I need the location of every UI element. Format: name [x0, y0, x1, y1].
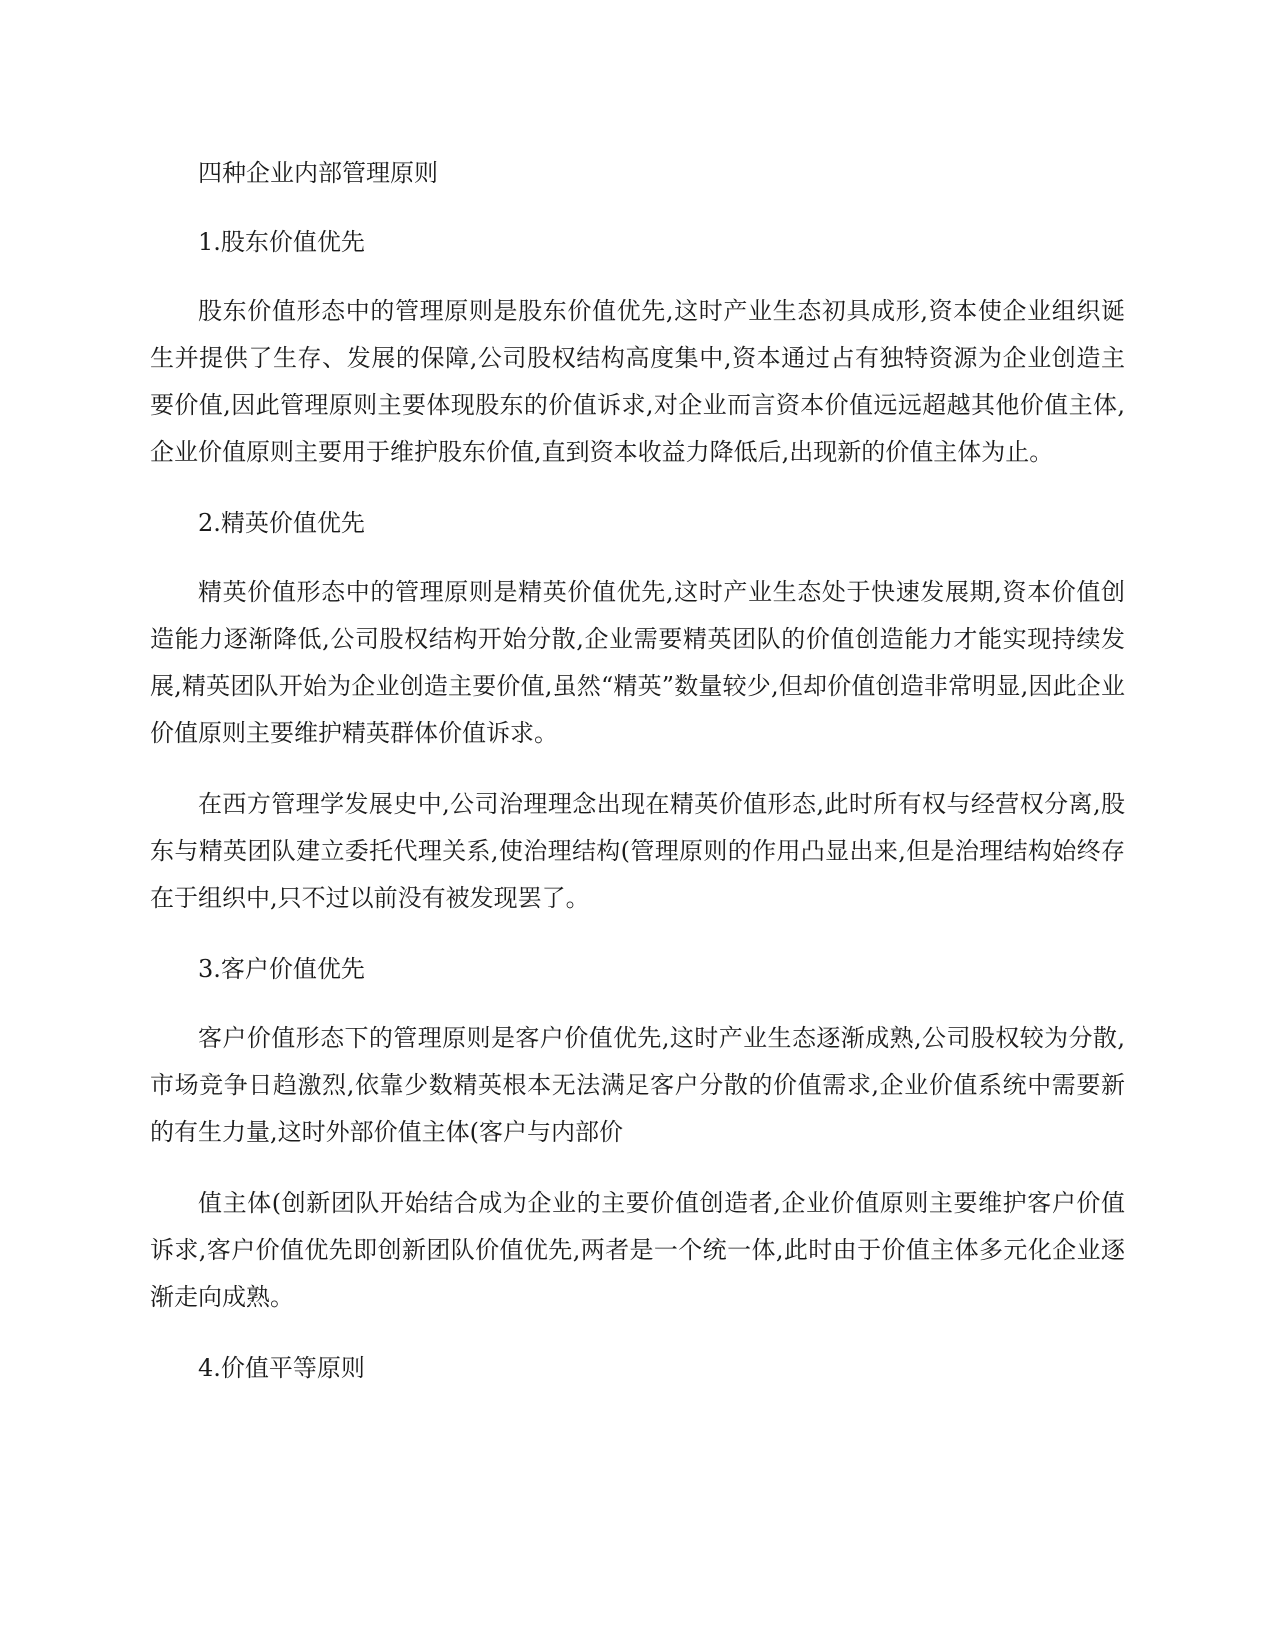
section-3-paragraph-1: 客户价值形态下的管理原则是客户价值优先,这时产业生态逐渐成熟,公司股权较为分散,市场竞争日趋激烈,依靠少数精英根本无法满足客户分散的价值需求,企业价值系统中需要新的有生力量,这时外部价值主体(客户与内部价 [150, 1024, 1125, 1146]
section-heading-1: 1.股东价值优先 [198, 228, 365, 256]
document-title: 四种企业内部管理原则 [198, 159, 438, 187]
section-heading-2: 2.精英价值优先 [198, 509, 365, 537]
section-3-paragraph-2: 值主体(创新团队开始结合成为企业的主要价值创造者,企业价值原则主要维护客户价值诉求,客户价值优先即创新团队价值优先,两者是一个统一体,此时由于价值主体多元化企业逐渐走向成熟。 [150, 1189, 1125, 1311]
document-body [150, 150, 1125, 1414]
section-heading-3: 3.客户价值优先 [198, 955, 365, 983]
section-2-paragraph-2: 在西方管理学发展史中,公司治理理念出现在精英价值形态,此时所有权与经营权分离,股东与精英团队建立委托代理关系,使治理结构(管理原则的作用凸显出来,但是治理结构始终存在于组织中,只不过以前没有被发现罢了。 [150, 790, 1125, 912]
section-1-paragraph-1: 股东价值形态中的管理原则是股东价值优先,这时产业生态初具成形,资本使企业组织诞生并提供了生存、发展的保障,公司股权结构高度集中,资本通过占有独特资源为企业创造主要价值,因此管理原则主要体现股东的价值诉求,对企业而言资本价值远远超越其他价值主体,企业价值原则主要用于维护股东价值,直到资本收益力降低后,出现新的价值主体为止。 [150, 297, 1125, 466]
section-heading-4: 4.价值平等原则 [198, 1354, 365, 1382]
section-2-paragraph-1: 精英价值形态中的管理原则是精英价值优先,这时产业生态处于快速发展期,资本价值创造能力逐渐降低,公司股权结构开始分散,企业需要精英团队的价值创造能力才能实现持续发展,精英团队开始为企业创造主要价值,虽然“精英”数量较少,但却价值创造非常明显,因此企业价值原则主要维护精英群体价值诉求。 [150, 578, 1125, 747]
